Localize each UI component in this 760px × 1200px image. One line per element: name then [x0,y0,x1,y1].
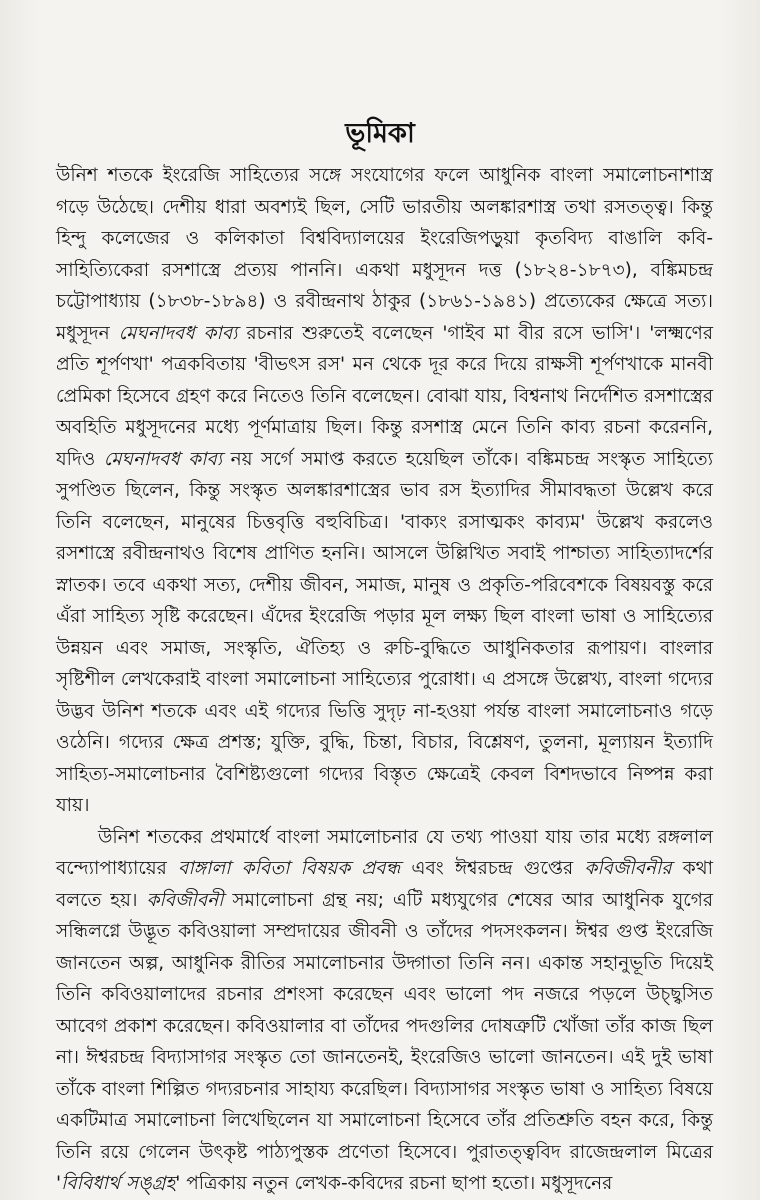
paragraph-2-segment: এবং ঈশ্বরচন্দ্র গুপ্তের [400,858,585,879]
journal-title-italic: 'বিবিধার্থ সঙ্গ্রহ' [56,1173,181,1194]
paragraph-1-segment: নয় সর্গে সমাপ্ত করতে হয়েছিল তাঁকে। বঙ্কিমচন্দ্র সংস্কৃত সাহিত্যে সুপণ্ডিত ছিলেন, কিন্তু সংস্কৃত অলঙ্কারশাস্ত্রের ভাব রস ইত্যাদির সীমাবদ্ধতা উল্লেখ করে তিনি বলেছেন, মানুষের চিত্তবৃত্তি বহুবিচিত্র। 'বাক্যং রসাত্মকং কাব্যম' উল্লেখ করলেও রসশাস্ত্রে রবীন্দ্রনাথও বিশেষ প্রাণিত হননি। আসলে উল্লিখিত সবাই পাশ্চাত্য সাহিত্যাদর্শের স্নাতক। তবে একথা সত্য, দেশীয় জীবন, সমাজ, মানুষ ও প্রকৃতি-পরিবেশকে বিষয়বস্তু করে এঁরা সাহিত্য সৃষ্টি করেছেন। এঁদের ইংরেজি পড়ার মূল লক্ষ্য ছিল বাংলা ভাষা ও সাহিত্যের উন্নয়ন এবং সমাজ, সংস্কৃতি, ঐতিহ্য ও রুচি-বুদ্ধিতে আধুনিকতার রূপায়ণ। বাংলার সৃষ্টিশীল লেখকেরাই বাংলা সমালোচনা সাহিত্যের পুরোধা। এ প্রসঙ্গে উল্লেখ্য, বাংলা গদ্যের উদ্ভব উনিশ শতকে এবং এই গদ্যের ভিত্তি সুদৃঢ় না-হওয়া পর্যন্ত বাংলা সমালোচনাও গড়ে ওঠেনি। গদ্যের ক্ষেত্র প্রশস্ত; যুক্তি, বুদ্ধি, চিন্তা, বিচার, বিশ্লেষণ, তুলনা, মূল্যায়ন ইত্যাদি সাহিত্য-সমালোচনার বৈশিষ্ট্যগুলো গদ্যের বিস্তৃত ক্ষেত্রেই কেবল বিশদভাবে নিষ্পন্ন করা যায়। [56,448,713,816]
paragraph-1-segment: রচনার শুরুতেই বলেছেন 'গাইব মা বীর রসে ভাসি'। 'লক্ষ্মণের প্রতি শূর্পণখা' পত্রকবিতায় 'বীভৎস রস' মন থেকে দূর করে দিয়ে রাক্ষসী শূর্পণখাকে মানবী প্রেমিকা হিসেবে গ্রহণ করে নিতেও তিনি বলেছেন। বোঝা যায়, বিশ্বনাথ নির্দেশিত রসশাস্ত্রের অবহিতি মধুসূদনের মধ্যে পূর্ণমাত্রায় ছিল। কিন্তু রসশাস্ত্র মেনে তিনি কাব্য রচনা করেননি, যদিও [56,322,713,470]
paragraph-1 [56,160,713,822]
paragraph-2-segment: কথা বলতে হয়। [56,858,714,911]
paragraph-1-segment: উনিশ শতকে ইংরেজি সাহিত্যের সঙ্গে সংযোগের ফলে আধুনিক বাংলা সমালোচনাশাস্ত্র গড়ে উঠেছে। দেশীয় ধারা অবশ্যই ছিল, সেটি ভারতীয় অলঙ্কারশাস্ত্র তথা রসতত্ত্ব। কিন্তু হিন্দু কলেজের ও কলিকাতা বিশ্ববিদ্যালয়ের ইংরেজিপড়ুয়া কৃতবিদ্য বাঙালি কবি-সাহিত্যিকেরা রসশাস্ত্রে প্রত্যয় পাননি। একথা মধুসূদন দত্ত (১৮২৪-১৮৭৩), বঙ্কিমচন্দ্র চট্টোপাধ্যায় (১৮৩৮-১৮৯৪) ও রবীন্দ্রনাথ ঠাকুর (১৮৬১-১৯৪১) প্রত্যেকের ক্ষেত্রে সত্য। মধুসূদন [56,165,713,344]
body-text [56,160,713,1200]
book-title-italic: মেঘনাদবধ কাব্য [118,322,238,344]
paragraph-2-segment: উনিশ শতকের প্রথমার্ধে বাংলা সমালোচনার যে তথ্য পাওয়া যায় তার মধ্যে রঙ্গলাল বন্দ্যোপাধ্যায়ের [56,826,713,879]
book-title-italic: মেঘনাদবধ কাব্য [103,448,223,470]
paragraph-2-segment: পত্রিকায় নতুন লেখক-কবিদের রচনা ছাপা হতো। মধুসূদনের [180,1173,613,1194]
book-title-italic: বাঙ্গালা কবিতা বিষয়ক প্রবন্ধ [178,858,401,879]
book-title-italic: কবিজীবনীর [584,858,672,879]
book-title-italic: কবিজীবনী [146,889,224,911]
page-title: ভূমিকা [345,118,415,149]
paragraph-2-segment: সমালোচনা গ্রন্থ নয়; এটি মধ্যযুগের শেষের আর আধুনিক যুগের সন্ধিলগ্নে উদ্ভূত কবিওয়ালা সম্প্রদায়ের জীবনী ও তাঁদের পদসংকলন। ঈশ্বর গুপ্ত ইংরেজি জানতেন অল্প, আধুনিক রীতির সমালোচনার উদ্গাতা তিনি নন। একান্ত সহানুভূতি দিয়েই তিনি কবিওয়ালাদের রচনার প্রশংসা করেছেন এবং ভালো পদ নজরে পড়লে উচ্ছ্বসিত আবেগ প্রকাশ করেছেন। কবিওয়ালার বা তাঁদের পদগুলির দোষত্রুটি খোঁজা তাঁর কাজ ছিল না। ঈশ্বরচন্দ্র বিদ্যাসাগর সংস্কৃত তো জানতেনই, ইংরেজিও ভালো জানতেন। এই দুই ভাষা তাঁকে বাংলা শিল্পিত গদ্যরচনার সাহায্য করেছিল। বিদ্যাসাগর সংস্কৃত ভাষা ও সাহিত্য বিষয়ে একটিমাত্র সমালোচনা লিখেছিলেন যা সমালোচনা হিসেবে তাঁর প্রতিশ্রুতি বহন করে, কিন্তু তিনি রয়ে গেলেন উৎকৃষ্ট পাঠ্যপুস্তক প্রণেতা হিসেবে। পুরাতত্ত্ববিদ রাজেন্দ্রলাল মিত্রের [56,889,713,1163]
paragraph-2 [56,822,713,1200]
